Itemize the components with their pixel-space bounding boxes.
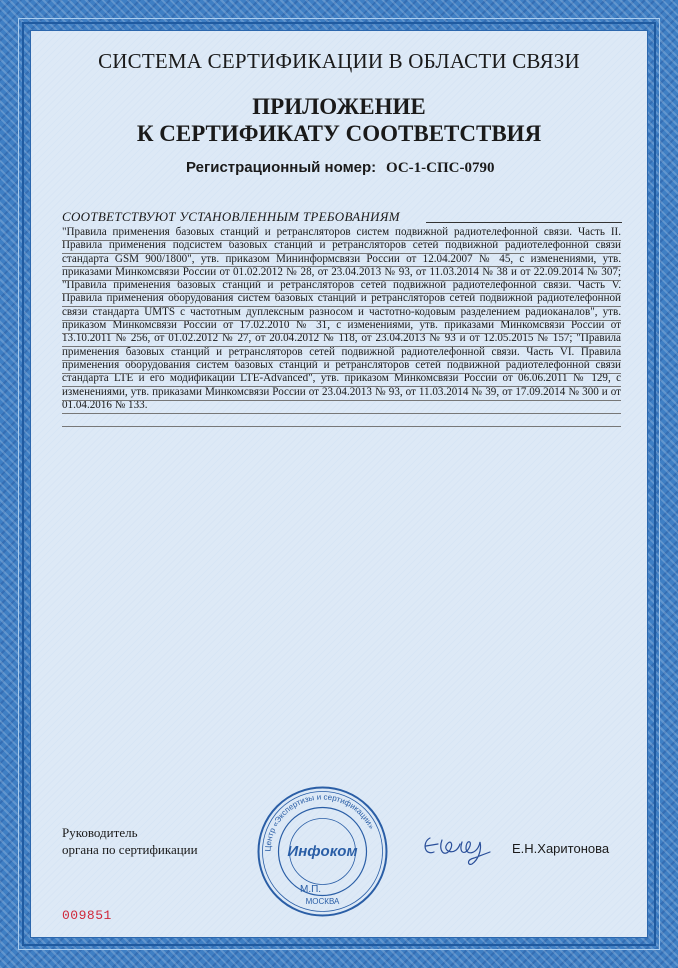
seal-city: МОСКВА: [305, 897, 340, 906]
text-rule: [62, 240, 621, 241]
role-line-2: органа по сертификации: [62, 842, 198, 857]
text-rule: [62, 346, 621, 347]
signatory-name: Е.Н.Харитонова: [512, 841, 610, 856]
certification-seal: [255, 784, 390, 919]
text-rule: [62, 293, 621, 294]
text-rule: [62, 413, 621, 414]
seal-mp-label: М.П.: [300, 884, 322, 895]
seal-center-text: Инфоком: [287, 843, 358, 860]
text-rule: [62, 306, 621, 307]
heading-underline: [426, 222, 622, 223]
text-rule: [62, 253, 621, 254]
signature-mark: [420, 820, 500, 870]
text-rule: [62, 360, 621, 361]
text-rule: [62, 386, 621, 387]
document-title: [0, 93, 678, 147]
text-rule: [62, 373, 621, 374]
system-title: СИСТЕМА СЕРТИФИКАЦИИ В ОБЛАСТИ СВЯЗИ: [98, 49, 580, 73]
text-rule: [62, 426, 621, 427]
seal-ring-text: Центр «Экспертизы и сертификации»: [263, 792, 376, 852]
serial-number: 009851: [62, 908, 112, 923]
text-rule: [62, 320, 621, 321]
text-rule: [62, 280, 621, 281]
title-line-2: К СЕРТИФИКАТУ СООТВЕТСТВИЯ: [136, 121, 542, 146]
text-rule: [62, 400, 621, 401]
registration-number: ОС-1-СПС-0790: [386, 160, 495, 176]
compliance-text: "Правила применения базовых станций и ретрансляторов систем подвижной радиотелефонной связи. Часть II. Правила применения подсистем базовых станций и ретрансляторов сетей подвижной радиотелефонной связи стандарта GSM 900/1800", утв. приказом Мининформсвязи России от 12.04.2007 № 45, с изменениями, утв. приказами Минкомсвязи России от 01.02.2012 № 28, от 23.04.2013 № 93, от 11.03.2014 № 38 и от 22.09.2014 № 307; "Правила применения базовых станций и ретрансляторов сетей подвижной радиотелефонной связи. Часть V. Правила применения оборудования систем базовых станций и ретрансляторов сетей подвижной радиотелефонной связи стандарта UMTS с частотным дуплексным разносом и частотно-кодовым разделением радиоканалов", утв. приказом Минкомсвязи России от 17.02.2010 № 31, с изменениями, утв. приказами Минкомсвязи России от 13.10.2011 № 256, от 01.02.2012 № 27, от 20.04.2012 № 118, от 23.04.2013 № 93 и от 12.05.2015 № 157; "Правила применения базовых станций и ретрансляторов сетей подвижной радиотелефонной связи. Часть VI. Правила применения оборудования систем базовых станций и ретрансляторов сетей подвижной радиотелефонной связи стандарта LTE и его модификации LTE-Advanced", утв. приказом Минкомсвязи России от 06.06.2011 № 129, с изменениями, утв. приказами Минкомсвязи России от 23.04.2013 № 93, от 11.03.2014 № 39, от 17.09.2014 № 300 и от 01.04.2016 № 133.: [62, 226, 621, 411]
signatory-role: [62, 824, 198, 858]
compliance-heading: СООТВЕТСТВУЮТ УСТАНОВЛЕННЫМ ТРЕБОВАНИЯМ: [62, 209, 400, 224]
role-line-1: Руководитель: [62, 825, 138, 840]
title-line-1: ПРИЛОЖЕНИЕ: [252, 94, 426, 119]
text-rule: [62, 266, 621, 267]
text-rule: [62, 333, 621, 334]
registration-label: Регистрационный номер:: [186, 159, 377, 176]
